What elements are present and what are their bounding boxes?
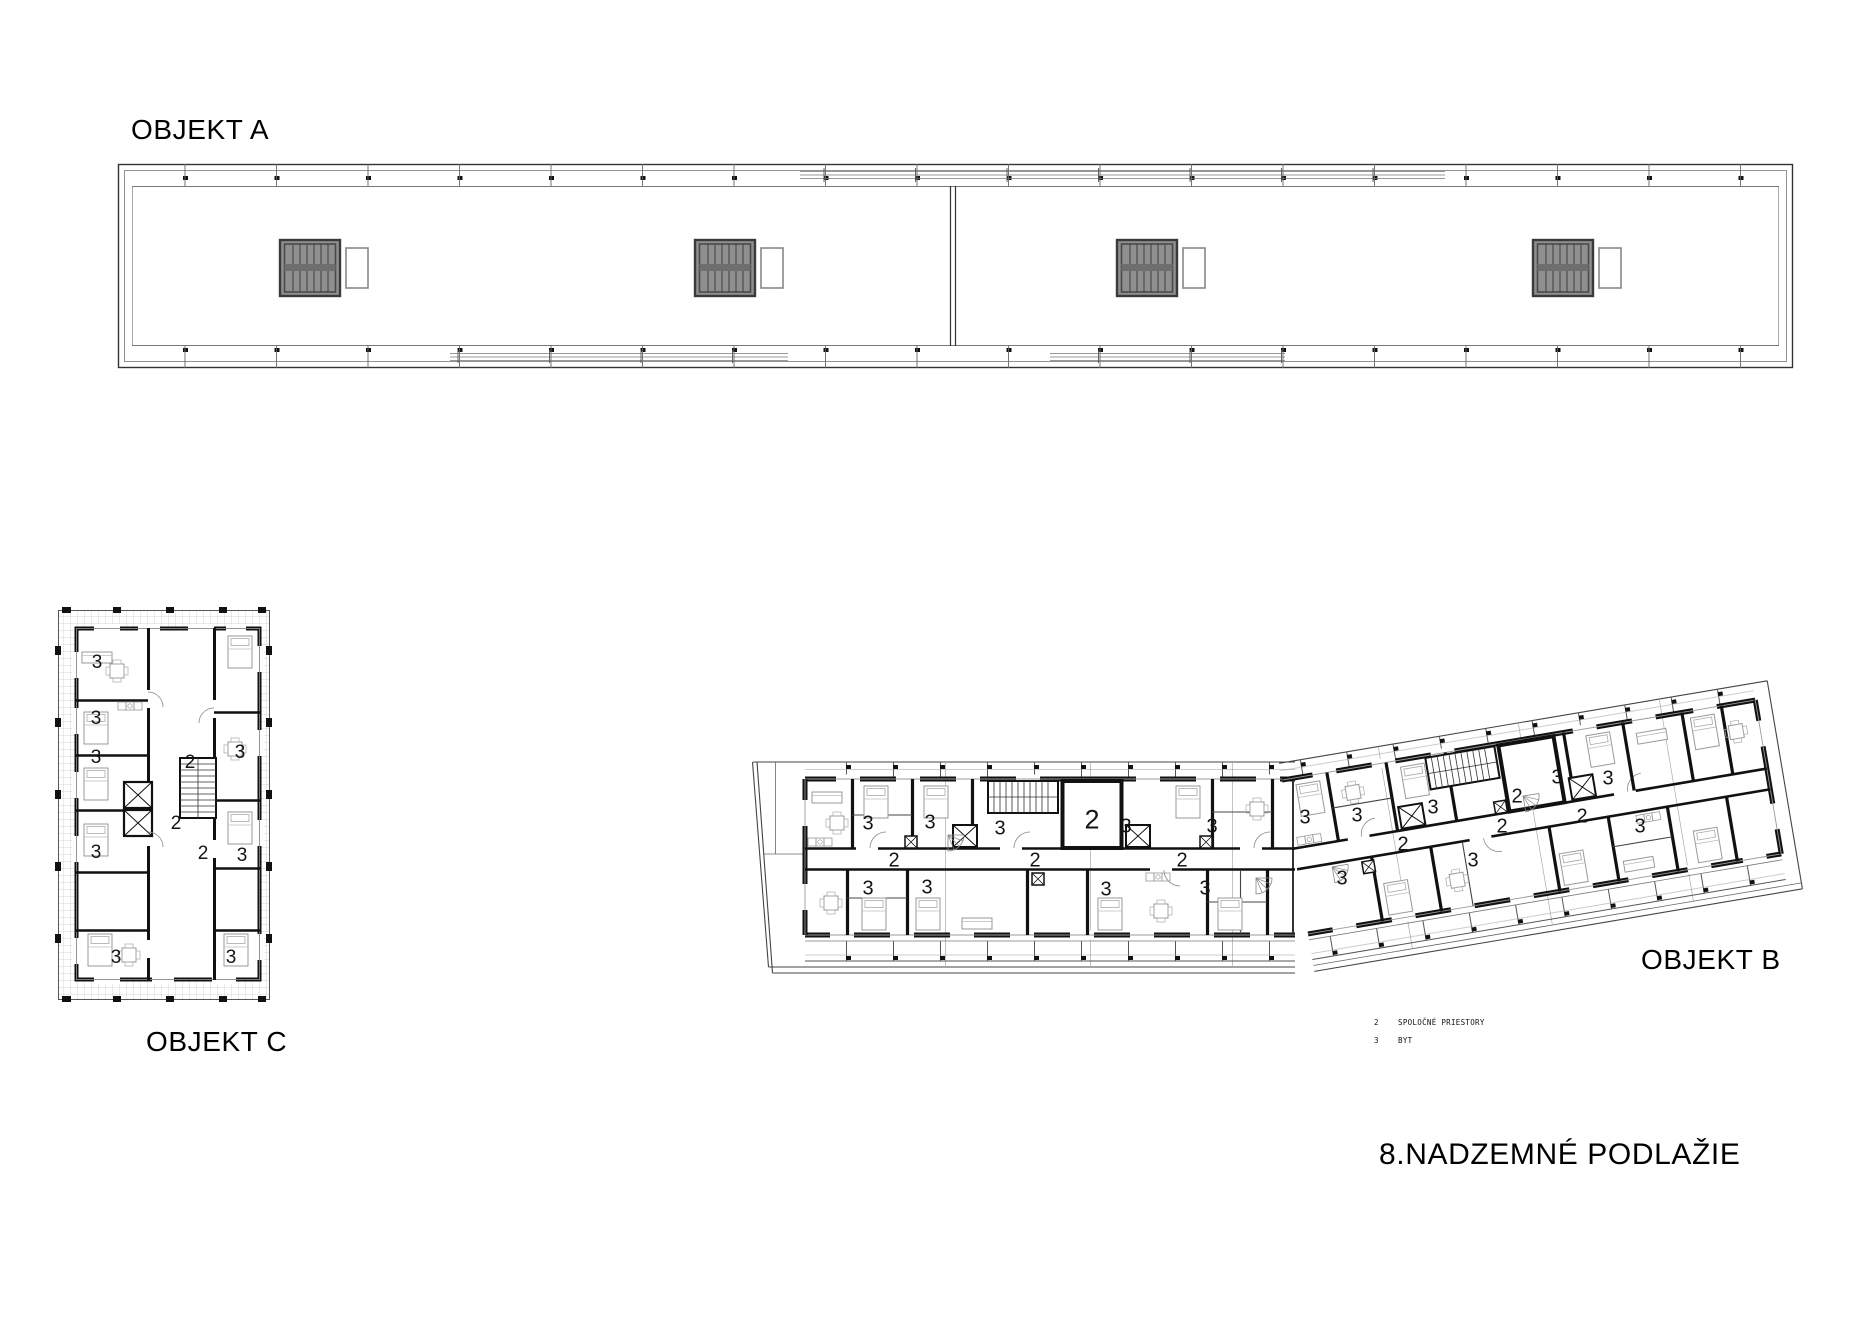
unit-number-marker: 3	[236, 845, 248, 866]
unit-number-marker: 3	[862, 812, 874, 835]
stairs-c	[180, 758, 216, 818]
stairs-b-left	[988, 781, 1058, 813]
objekt-a-label: OBJEKT A	[131, 114, 270, 145]
unit-number-marker: 3	[862, 877, 874, 900]
roof-core-4	[1533, 240, 1621, 296]
legend-code: 2	[1374, 1018, 1379, 1027]
unit-number-marker: 3	[90, 842, 102, 863]
unit-number-marker: 3	[1551, 766, 1563, 789]
unit-number-marker: 2	[184, 752, 196, 773]
unit-number-marker: 2	[1511, 785, 1523, 808]
roof-louver-band-bottom-left	[450, 350, 788, 363]
unit-number-marker: 3	[921, 876, 933, 899]
unit-number-marker: 3	[90, 708, 102, 729]
legend-label: BYT	[1398, 1036, 1413, 1045]
unit-number-marker: 2	[1576, 805, 1588, 828]
elevator-b-left-2	[1126, 825, 1150, 847]
unit-number-marker: 2	[1496, 815, 1508, 838]
unit-number-marker: 2	[888, 849, 900, 872]
unit-number-marker: 3	[1336, 867, 1348, 890]
objekt-b-label: OBJEKT B	[1641, 944, 1781, 975]
unit-number-marker: 2	[197, 843, 209, 864]
objekt-c-plan	[55, 607, 272, 1002]
common-room-b-left	[1063, 781, 1122, 848]
unit-number-marker: 3	[225, 947, 237, 968]
unit-number-marker: 2	[1029, 849, 1041, 872]
unit-number-marker: 3	[1199, 877, 1211, 900]
elevators-c	[124, 782, 152, 836]
unit-number-marker: 3	[110, 947, 122, 968]
unit-number-marker: 3	[1467, 849, 1479, 872]
legend-row-common	[1374, 1014, 1485, 1032]
objekt-b-right-wing	[1279, 681, 1802, 972]
unit-number-marker: 3	[1351, 804, 1363, 827]
roof-louver-band-top	[800, 168, 1445, 182]
unit-number-marker: 2	[1176, 849, 1188, 872]
unit-number-marker: 3	[91, 652, 103, 673]
unit-number-marker: 3	[1602, 767, 1614, 790]
common-room-b-right	[1498, 736, 1564, 811]
unit-number-marker: 3	[1299, 806, 1311, 829]
legend-label: SPOLOČNÉ PRIESTORY	[1398, 1018, 1485, 1027]
legend-code: 3	[1374, 1036, 1379, 1045]
unit-number-marker: 3	[924, 811, 936, 834]
unit-number-marker: 3	[1120, 815, 1132, 838]
legend	[1374, 1014, 1485, 1050]
unit-number-marker: 3	[994, 817, 1006, 840]
objekt-a-plan	[119, 164, 1793, 368]
roof-core-2	[695, 240, 783, 296]
unit-number-marker: 3	[1206, 815, 1218, 838]
sheet-title: 8.NADZEMNÉ PODLAŽIE	[1379, 1138, 1741, 1171]
unit-number-marker: 2	[1397, 833, 1409, 856]
objekt-c-label: OBJEKT C	[146, 1026, 288, 1057]
roof-core-3	[1117, 240, 1205, 296]
unit-number-marker: 3	[1427, 796, 1439, 819]
unit-number-marker: 3	[1100, 878, 1112, 901]
unit-number-marker: 2	[1084, 804, 1100, 835]
unit-number-marker: 3	[90, 747, 102, 768]
unit-number-marker: 3	[234, 742, 246, 763]
objekt-b-plan	[753, 681, 1803, 973]
roof-louver-band-bottom-right	[1050, 350, 1285, 363]
unit-number-marker: 2	[170, 813, 182, 834]
unit-number-marker: 3	[1634, 815, 1646, 838]
roof-core-1	[280, 240, 368, 296]
legend-row-byt	[1374, 1032, 1485, 1050]
